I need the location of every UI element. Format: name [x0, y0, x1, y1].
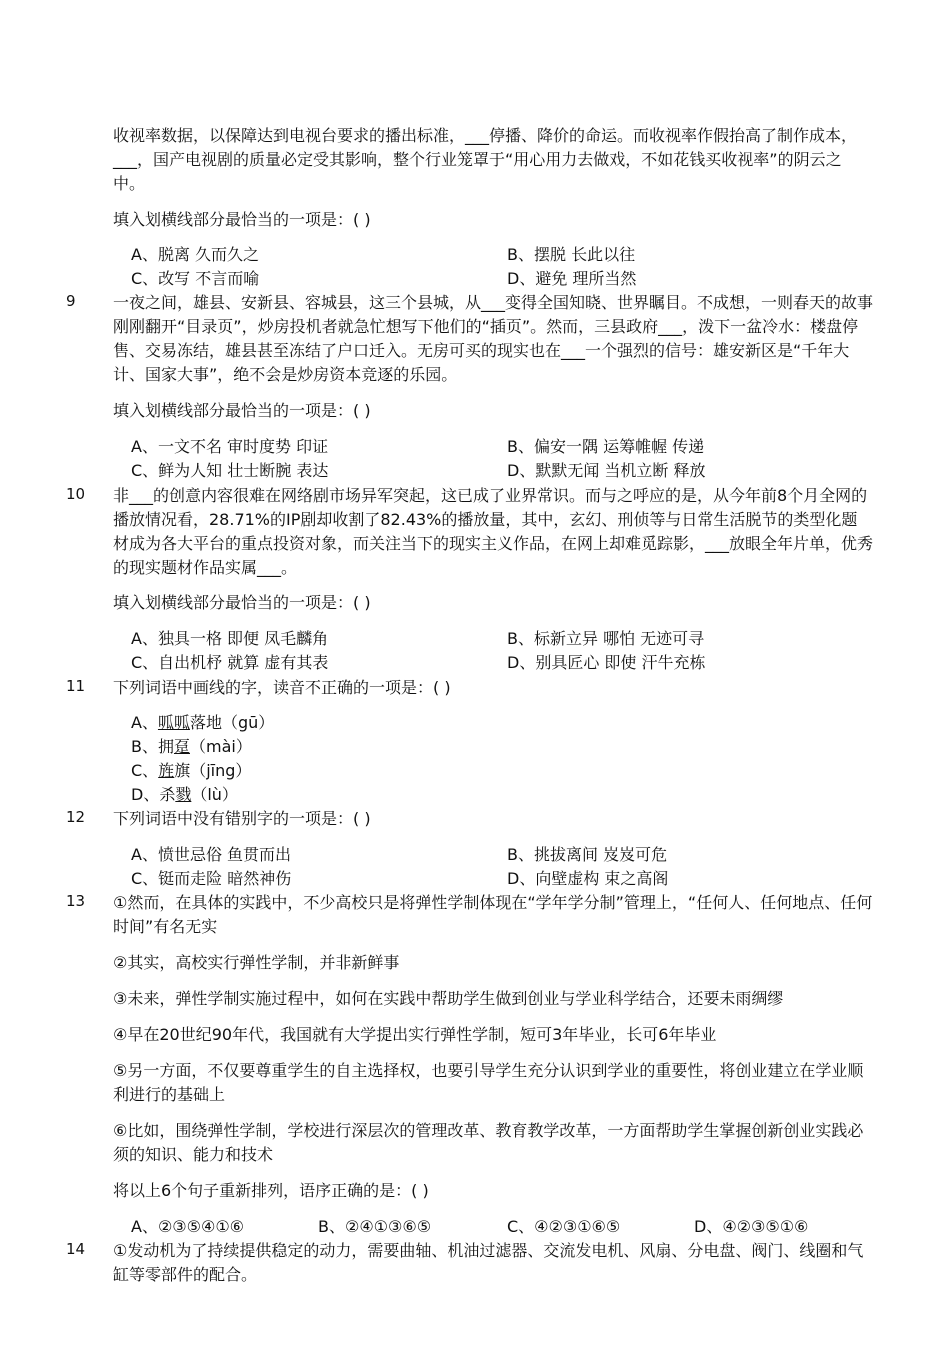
q11-option-b-underlined: 趸 — [173, 737, 190, 756]
q11-option-c-underlined: 旌 — [158, 761, 175, 780]
q13-sentence-6: ⑥比如，围绕弹性学制，学校进行深层次的管理改革、教育教学改革，一方面帮助学生掌握创新创业实践必须的知识、能力和技术 — [113, 1121, 864, 1164]
q8-option-a[interactable]: A、脱离 久而久之 — [131, 245, 260, 264]
q11-option-c[interactable] — [131, 759, 251, 783]
q11-option-d[interactable] — [131, 783, 238, 807]
q11-option-c-rest: 旗（jīng） — [174, 761, 252, 780]
q13-prompt: 将以上6个句子重新排列，语序正确的是：( ) — [113, 1181, 429, 1200]
q8-prompt: 填入划横线部分最恰当的一项是：( ) — [113, 210, 371, 229]
q10-number: 10 — [66, 485, 86, 503]
q11-option-d-rest: （lù） — [191, 785, 238, 804]
q9-passage: 一夜之间，雄县、安新县、容城县，这三个县城，从___变得全国知晓、世界瞩目。不成想，一则春天的故事刚刚翻开“目录页”，炒房投机者就急忙想写下他们的“插页”。然而，三县政府___，泼下一盆冷水：楼盘停售、交易冻结，雄县甚至冻结了户口迁入。无房可买的现实也在___一个强烈的信号：雄安新区是“千年大计、国家大事”，绝不会是炒房资本竞逐的乐园。 — [113, 293, 874, 384]
q12-number: 12 — [66, 808, 86, 826]
q10-passage: 非___的创意内容很难在网络剧市场异军突起，这已成了业界常识。而与之呼应的是，从今年前8个月全网的播放情况看，28.71%的IP剧却收割了82.43%的播放量，其中，玄幻、刑侦等与日常生活脱节的类型化题材成为各大平台的重点投资对象，而关注当下的现实主义作品，在网上却难觅踪影，___放眼全年片单，优秀的现实题材作品实属___。 — [113, 486, 874, 577]
q12-stem: 下列词语中没有错别字的一项是：( ) — [113, 809, 371, 828]
q11-option-a-rest: 落地（gū） — [189, 713, 275, 732]
q13-option-b[interactable]: B、②④①③⑥⑤ — [318, 1217, 432, 1236]
q11-option-a-underlined: 呱呱 — [157, 713, 190, 732]
q8-option-c[interactable]: C、改写 不言而喻 — [131, 269, 260, 288]
q9-prompt: 填入划横线部分最恰当的一项是：( ) — [113, 401, 371, 420]
q9-option-d[interactable]: D、默默无闻 当机立断 释放 — [507, 461, 706, 480]
q13-option-c[interactable]: C、④②③①⑥⑤ — [507, 1217, 621, 1236]
q13-option-a[interactable]: A、②③⑤④①⑥ — [131, 1217, 245, 1236]
q13-sentence-5: ⑤另一方面，不仅要尊重学生的自主选择权，也要引导学生充分认识到学业的重要性，将创业建立在学业顺利进行的基础上 — [113, 1061, 864, 1104]
q11-option-c-prefix: C、 — [131, 761, 159, 780]
q12-option-a[interactable]: A、愤世忌俗 鱼贯而出 — [131, 845, 292, 864]
q11-stem: 下列词语中画线的字，读音不正确的一项是：( ) — [113, 678, 451, 697]
q13-option-d[interactable]: D、④②③⑤①⑥ — [694, 1217, 809, 1236]
q14-number: 14 — [66, 1240, 86, 1258]
q11-option-a[interactable] — [131, 711, 274, 735]
q11-option-a-prefix: A、 — [131, 713, 158, 732]
q13-sentence-3: ③未来，弹性学制实施过程中，如何在实践中帮助学生做到创业与学业科学结合，还要未雨绸缪 — [113, 989, 784, 1008]
q10-option-d[interactable]: D、别具匠心 即使 汗牛充栋 — [507, 653, 706, 672]
q8-passage: 收视率数据，以保障达到电视台要求的播出标准，___停播、降价的命运。而收视率作假抬高了制作成本，___，国产电视剧的质量必定受其影响，整个行业笼罩于“用心用力去做戏，不如花钱买收视率”的阴云之中。 — [113, 126, 858, 193]
q12-option-b[interactable]: B、挑拔离间 岌岌可危 — [507, 845, 668, 864]
q8-option-b[interactable]: B、摆脱 长此以往 — [507, 245, 636, 264]
q11-option-b-prefix: B、拥 — [131, 737, 174, 756]
q11-option-d-underlined: 戮 — [175, 785, 192, 804]
q10-option-c[interactable]: C、自出机杼 就算 虚有其表 — [131, 653, 329, 672]
q10-option-b[interactable]: B、标新立异 哪怕 无迹可寻 — [507, 629, 705, 648]
q12-option-c[interactable]: C、铤而走险 暗然神伤 — [131, 869, 292, 888]
q14-passage: ①发动机为了持续提供稳定的动力，需要曲轴、机油过滤器、交流发电机、风扇、分电盘、阀门、线圈和气缸等零部件的配合。 — [113, 1241, 864, 1284]
q8-option-d[interactable]: D、避免 理所当然 — [507, 269, 637, 288]
q11-option-d-prefix: D、杀 — [131, 785, 176, 804]
q12-option-d[interactable]: D、向壁虚构 束之高阁 — [507, 869, 669, 888]
q11-option-b[interactable] — [131, 735, 252, 759]
q13-sentence-4: ④早在20世纪90年代，我国就有大学提出实行弹性学制，短可3年毕业，长可6年毕业 — [113, 1025, 717, 1044]
q13-sentence-2: ②其实，高校实行弹性学制，并非新鲜事 — [113, 953, 400, 972]
q9-number: 9 — [66, 292, 76, 310]
q10-prompt: 填入划横线部分最恰当的一项是：( ) — [113, 593, 371, 612]
q13-sentence-1: ①然而，在具体的实践中，不少高校只是将弹性学制体现在“学年学分制”管理上，“任何人、任何地点、任何时间”有名无实 — [113, 893, 873, 936]
q9-option-a[interactable]: A、一文不名 审时度势 印证 — [131, 437, 329, 456]
q10-option-a[interactable]: A、独具一格 即便 凤毛麟角 — [131, 629, 329, 648]
q13-number: 13 — [66, 892, 86, 910]
q9-option-b[interactable]: B、偏安一隅 运筹帷幄 传递 — [507, 437, 705, 456]
q11-number: 11 — [66, 677, 86, 695]
q11-option-b-rest: （mài） — [190, 737, 252, 756]
q9-option-c[interactable]: C、鲜为人知 壮士断腕 表达 — [131, 461, 329, 480]
